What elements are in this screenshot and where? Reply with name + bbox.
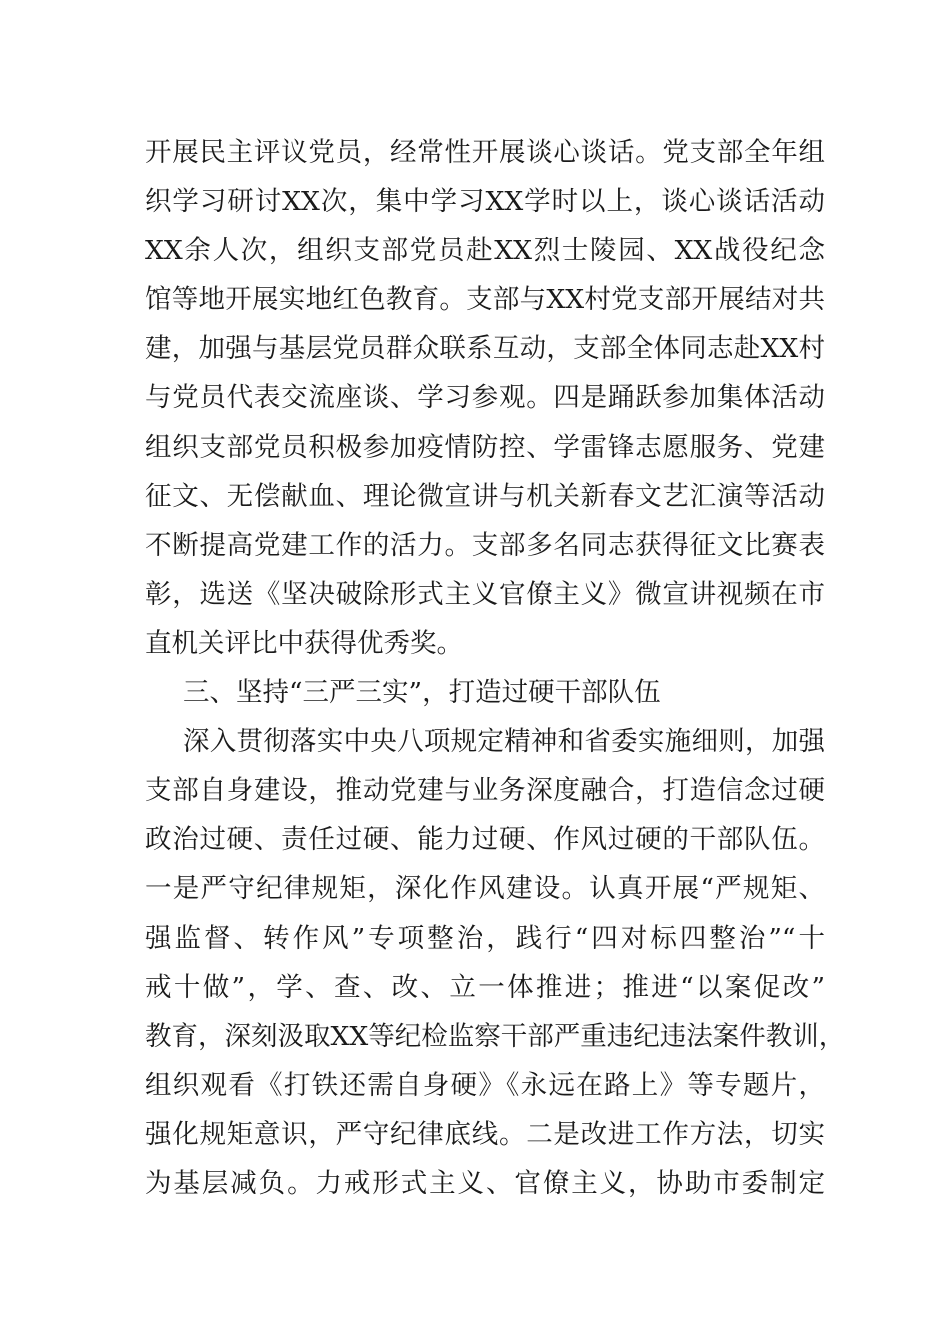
text-line: 强监督、转作风”专项整治，践行“四对标四整治”“十 <box>145 922 825 954</box>
text-line: 政治过硬、责任过硬、能力过硬、作风过硬的干部队伍。 <box>145 824 825 856</box>
text-line: 馆等地开展实地红色教育。支部与XX村党支部开展结对共 <box>145 284 825 316</box>
text-line: 组织支部党员积极参加疫情防控、学雷锋志愿服务、党建 <box>145 431 825 463</box>
body-text <box>145 128 846 1208</box>
text-line: 织学习研讨XX次，集中学习XX学时以上，谈心谈话活动 <box>145 186 825 218</box>
text-line: 组织观看《打铁还需自身硬》《永远在路上》等专题片， <box>145 1069 825 1101</box>
text-line: 开展民主评议党员，经常性开展谈心谈话。党支部全年组 <box>145 137 825 168</box>
text-line: 不断提高党建工作的活力。支部多名同志获得征文比赛表 <box>145 529 825 561</box>
text-line: 彰，选送《坚决破除形式主义官僚主义》微宣讲视频在市 <box>145 578 825 610</box>
text-line: 支部自身建设，推动党建与业务深度融合，打造信念过硬 <box>145 775 825 807</box>
text-line: 深入贯彻落实中央八项规定精神和省委实施细则，加强 <box>183 726 825 758</box>
section-heading: 三、坚持“三严三实”，打造过硬干部队伍 <box>183 677 661 709</box>
text-line: 建，加强与基层党员群众联系互动，支部全体同志赴XX村 <box>145 333 825 365</box>
text-line: 一是严守纪律规矩，深化作风建设。认真开展“严规矩、 <box>145 873 825 905</box>
text-line: 直机关评比中获得优秀奖。 <box>145 627 463 659</box>
text-line: 征文、无偿献血、理论微宣讲与机关新春文艺汇演等活动 <box>145 480 825 512</box>
text-line: 教育，深刻汲取XX等纪检监察干部严重违纪违法案件教训， <box>145 1020 846 1052</box>
text-line: 强化规矩意识，严守纪律底线。二是改进工作方法，切实 <box>145 1118 825 1150</box>
text-line: 戒十做”，学、查、改、立一体推进；推进“以案促改” <box>145 971 825 1003</box>
text-line: 为基层减负。力戒形式主义、官僚主义，协助市委制定 <box>145 1167 825 1199</box>
text-line: XX余人次，组织支部党员赴XX烈士陵园、XX战役纪念 <box>145 235 825 267</box>
text-line: 与党员代表交流座谈、学习参观。四是踊跃参加集体活动 <box>145 382 825 414</box>
